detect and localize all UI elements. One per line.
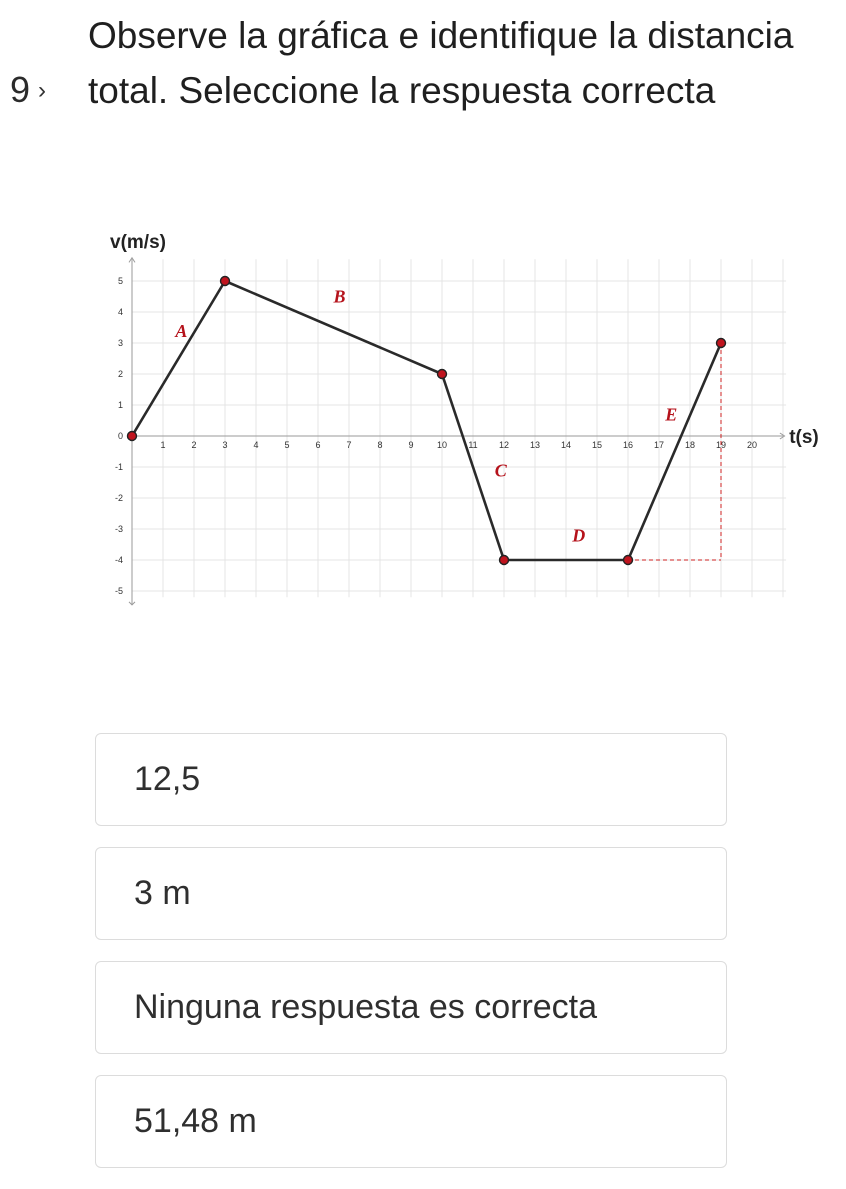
segment-label-d: D <box>572 525 586 546</box>
y-tick-label: -2 <box>114 493 123 503</box>
answer-option-1[interactable] <box>95 733 727 826</box>
x-tick-label: 8 <box>377 440 383 450</box>
answer-option-label: 12,5 <box>134 760 201 798</box>
y-tick-label: 5 <box>117 276 123 286</box>
chart-svg <box>0 200 846 640</box>
y-tick-label: -1 <box>114 462 123 472</box>
x-tick-label: 13 <box>529 440 541 450</box>
y-tick-label: -5 <box>114 586 123 596</box>
x-tick-label: 17 <box>653 440 665 450</box>
segment-label-a: A <box>175 320 188 341</box>
x-tick-label: 10 <box>436 440 448 450</box>
data-point <box>624 556 633 565</box>
data-point <box>438 370 447 379</box>
answer-options <box>95 733 727 1189</box>
answer-option-label: 3 m <box>134 874 191 912</box>
data-point <box>717 339 726 348</box>
answer-option-2[interactable] <box>95 847 727 940</box>
x-tick-label: 2 <box>191 440 197 450</box>
segment-label-c: C <box>494 460 507 481</box>
x-tick-label: 11 <box>468 440 478 450</box>
x-tick-label: 16 <box>622 440 634 450</box>
x-tick-label: 12 <box>498 440 510 450</box>
x-axis-label: t(s) <box>789 427 819 448</box>
segment-label-b: B <box>333 286 346 307</box>
x-tick-label: 15 <box>591 440 603 450</box>
x-tick-label: 18 <box>684 440 696 450</box>
segment-label-e: E <box>665 404 678 425</box>
data-point <box>128 432 137 441</box>
y-axis-label: v(m/s) <box>110 232 166 253</box>
y-tick-label: 3 <box>117 338 123 348</box>
x-tick-label: 19 <box>715 440 727 450</box>
velocity-time-chart <box>0 200 846 640</box>
y-tick-label: 4 <box>117 307 123 317</box>
y-tick-label: -3 <box>114 524 123 534</box>
y-tick-label: -4 <box>114 555 123 565</box>
data-point <box>500 556 509 565</box>
question-number <box>10 70 46 111</box>
y-tick-label: 1 <box>117 400 123 410</box>
x-tick-label: 14 <box>560 440 572 450</box>
x-tick-label: 6 <box>315 440 321 450</box>
question-text: Observe la gráfica e identifique la distancia total. Seleccione la respuesta correcta <box>88 15 794 111</box>
x-tick-label: 4 <box>253 440 259 450</box>
y-tick-label: 0 <box>117 431 123 441</box>
answer-option-label: 51,48 m <box>134 1102 257 1140</box>
y-tick-label: 2 <box>117 369 123 379</box>
x-tick-label: 5 <box>284 440 290 450</box>
answer-option-4[interactable] <box>95 1075 727 1168</box>
data-point <box>221 277 230 286</box>
answer-option-label: Ninguna respuesta es correcta <box>134 988 598 1026</box>
answer-option-3[interactable] <box>95 961 727 1054</box>
x-tick-label: 7 <box>346 440 352 450</box>
x-tick-label: 1 <box>160 440 166 450</box>
velocity-series-line <box>132 281 721 560</box>
chevron-right-icon[interactable]: › <box>38 77 47 104</box>
x-tick-label: 3 <box>222 440 228 450</box>
x-tick-label: 9 <box>408 440 414 450</box>
question-number-text: 9 <box>10 69 31 110</box>
x-tick-label: 20 <box>746 440 758 450</box>
